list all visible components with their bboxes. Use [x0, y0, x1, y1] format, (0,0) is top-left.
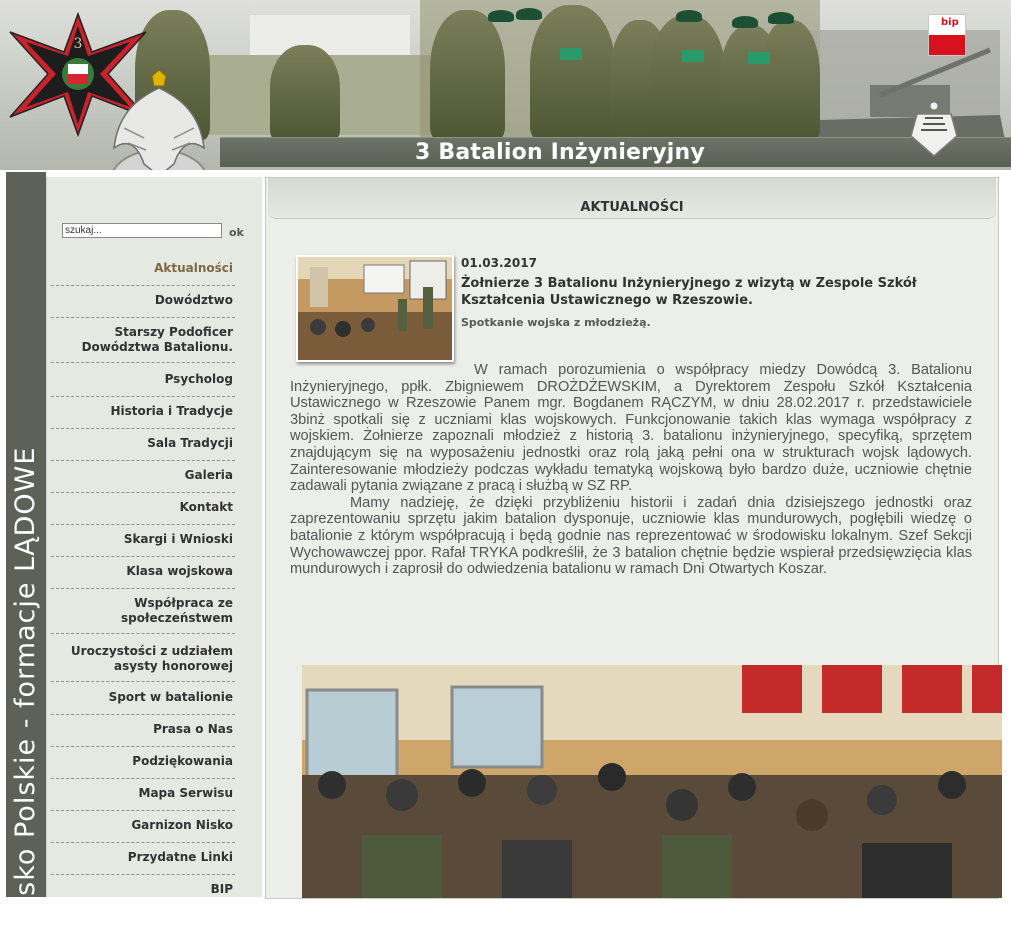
- sidebar-item-label: Dowództwo: [154, 293, 233, 307]
- beret: [488, 10, 514, 22]
- scarf: [560, 48, 582, 60]
- sidebar-item-label: Klasa wojskowa: [126, 564, 233, 578]
- sidebar-item-sport[interactable]: [51, 690, 235, 715]
- beret: [732, 16, 758, 28]
- soldier-figure: [530, 5, 615, 140]
- sidebar-item-label: Skargi i Wnioski: [123, 532, 233, 546]
- site-title: 3 Batalion Inżynieryjny: [415, 140, 705, 165]
- sidebar-item-label: Historia i Tradycje: [110, 404, 233, 418]
- article-thumbnail[interactable]: [296, 255, 454, 362]
- sidebar-item-aktualnosci[interactable]: [51, 261, 235, 286]
- sidebar-item-uroczystosci[interactable]: [51, 644, 235, 682]
- article-paragraph: Mamy nadzieję, że dzięki przybliżeniu historii i zadań dnia dzisiejszego jednostki oraz zaprezentowaniu sprzętu jakim batalion dysponuje, uczniowie klas mundurowych, pogłębili wiedzę o batalionie z którym współpracują i będą godnie nas reprezentować w środowisku lokalnym. Szef Sekcji Wychowawczej ppor. Rafał TRYKA podkreślił, że 3 batalion chętnie będzie wspierał przedsięwzięcia klas mundurowych i zaprosił do odwiedzenia batalionu w ramach Dni Otwartych Koszar.: [290, 494, 972, 578]
- vertical-banner: [6, 172, 46, 948]
- sidebar-item-przydatne-linki[interactable]: [51, 850, 235, 875]
- sidebar-item-label: Psycholog: [164, 372, 233, 386]
- sidebar-item-label: Uroczystości z udziałem asysty honorowej: [70, 644, 233, 673]
- article-photo[interactable]: [302, 665, 1002, 898]
- sidebar-item-podziekowania[interactable]: [51, 754, 235, 779]
- sidebar-item-psycholog[interactable]: [51, 372, 235, 397]
- sidebar-item-label: Podziękowania: [132, 754, 233, 768]
- sidebar-item-label: Mapa Serwisu: [138, 786, 233, 800]
- article-title: Żołnierze 3 Batalionu Inżynieryjnego z wizytą w Zespole Szkół Kształcenia Ustawicznego w Rzeszowie.: [461, 276, 917, 308]
- vertical-banner-text: Wojsko Polskie - formacje LĄDOWE: [10, 446, 41, 948]
- eagle-badge: [108, 68, 210, 170]
- sidebar-item-label: Prasa o Nas: [153, 722, 233, 736]
- soldier-figure: [650, 15, 725, 140]
- site-header: [0, 0, 1011, 170]
- engineer-corps-emblem: [907, 100, 961, 158]
- sidebar-item-label: Garnizon Nisko: [131, 818, 233, 832]
- scarf: [682, 50, 704, 62]
- article-subtitle: Spotkanie wojska z młodzieżą.: [461, 316, 651, 329]
- soldier-figure: [430, 10, 505, 140]
- sidebar-item-label: Starszy Podoficer Dowództwa Batalionu.: [81, 325, 233, 354]
- section-title: AKTUALNOŚCI: [580, 200, 684, 215]
- sidebar-item-sala-tradycji[interactable]: [51, 436, 235, 461]
- sidebar-item-label: Współpraca ze społeczeństwem: [121, 596, 233, 625]
- bip-flag: [929, 35, 965, 55]
- sidebar-item-wspolpraca[interactable]: [51, 596, 235, 634]
- article-body: [290, 362, 972, 578]
- sidebar-item-starszy-podoficer[interactable]: [51, 325, 235, 363]
- sidebar-item-label: Sala Tradycji: [147, 436, 233, 450]
- sidebar-item-label: Kontakt: [179, 500, 233, 514]
- sidebar-item-mapa-serwisu[interactable]: [51, 786, 235, 811]
- bip-logo-text: bip: [941, 17, 959, 28]
- bip-logo[interactable]: [928, 14, 966, 56]
- beret: [516, 8, 542, 20]
- sidebar-item-klasa-wojskowa[interactable]: [51, 564, 235, 589]
- sidebar: [46, 177, 262, 897]
- sidebar-item-bip[interactable]: [51, 882, 235, 902]
- sidebar-item-label: Aktualności: [154, 261, 233, 275]
- sidebar-item-galeria[interactable]: [51, 468, 235, 493]
- classroom-photo-image: [302, 665, 1002, 898]
- section-header-bar: [268, 178, 996, 219]
- sidebar-item-dowodztwo[interactable]: [51, 293, 235, 318]
- sidebar-item-label: BIP: [210, 882, 233, 896]
- soldier-figure: [270, 45, 340, 140]
- soldier-figure: [760, 20, 820, 140]
- sidebar-item-label: Sport w batalionie: [108, 690, 233, 704]
- search-ok-button[interactable]: ok: [229, 226, 244, 239]
- scarf: [748, 52, 770, 64]
- article-date: 01.03.2017: [461, 256, 537, 270]
- beret: [768, 12, 794, 24]
- sidebar-item-prasa[interactable]: [51, 722, 235, 747]
- sidebar-item-label: Przydatne Linki: [127, 850, 233, 864]
- sidebar-item-garnizon[interactable]: [51, 818, 235, 843]
- beret: [676, 10, 702, 22]
- article-paragraph: W ramach porozumienia o współpracy miedzy Dowódcą 3. Batalionu Inżynieryjnego, ppłk. Zbigniewem DROŻDŻEWSKIM, a Dyrektorem Zespołu Szkół Kształcenia Ustawicznego w Rzeszowie Panem mgr. Bogdanem RĄCZYM, w dniu 28.02.2017 r. przedstawiciele 3binż spotkali się z uczniami klas wojskowych. Funkcjonowanie takich klas wymaga współpracy z wojskiem. Żołnierze zapoznali młodzież z historią 3. batalionu inżynieryjnego, specyfiką, sprzętem znajdującym się na wyposażeniu jednostki oraz rolą jaką pełni ona w strukturach wojsk lądowych. Zainteresowanie młodzieży podczas wykładu tematyką wojskową było bardzo duże, uczniowie chętnie zadawali pytania związane z pracą i służbą w SZ RP.: [290, 362, 972, 495]
- search-input[interactable]: [62, 223, 222, 238]
- sidebar-item-skargi[interactable]: [51, 532, 235, 557]
- sidebar-item-label: Galeria: [184, 468, 233, 482]
- classroom-thumbnail-image: [298, 257, 452, 360]
- main-content: [265, 177, 999, 899]
- svg-text:3: 3: [73, 36, 83, 52]
- sidebar-item-kontakt[interactable]: [51, 500, 235, 525]
- sidebar-item-historia[interactable]: [51, 404, 235, 429]
